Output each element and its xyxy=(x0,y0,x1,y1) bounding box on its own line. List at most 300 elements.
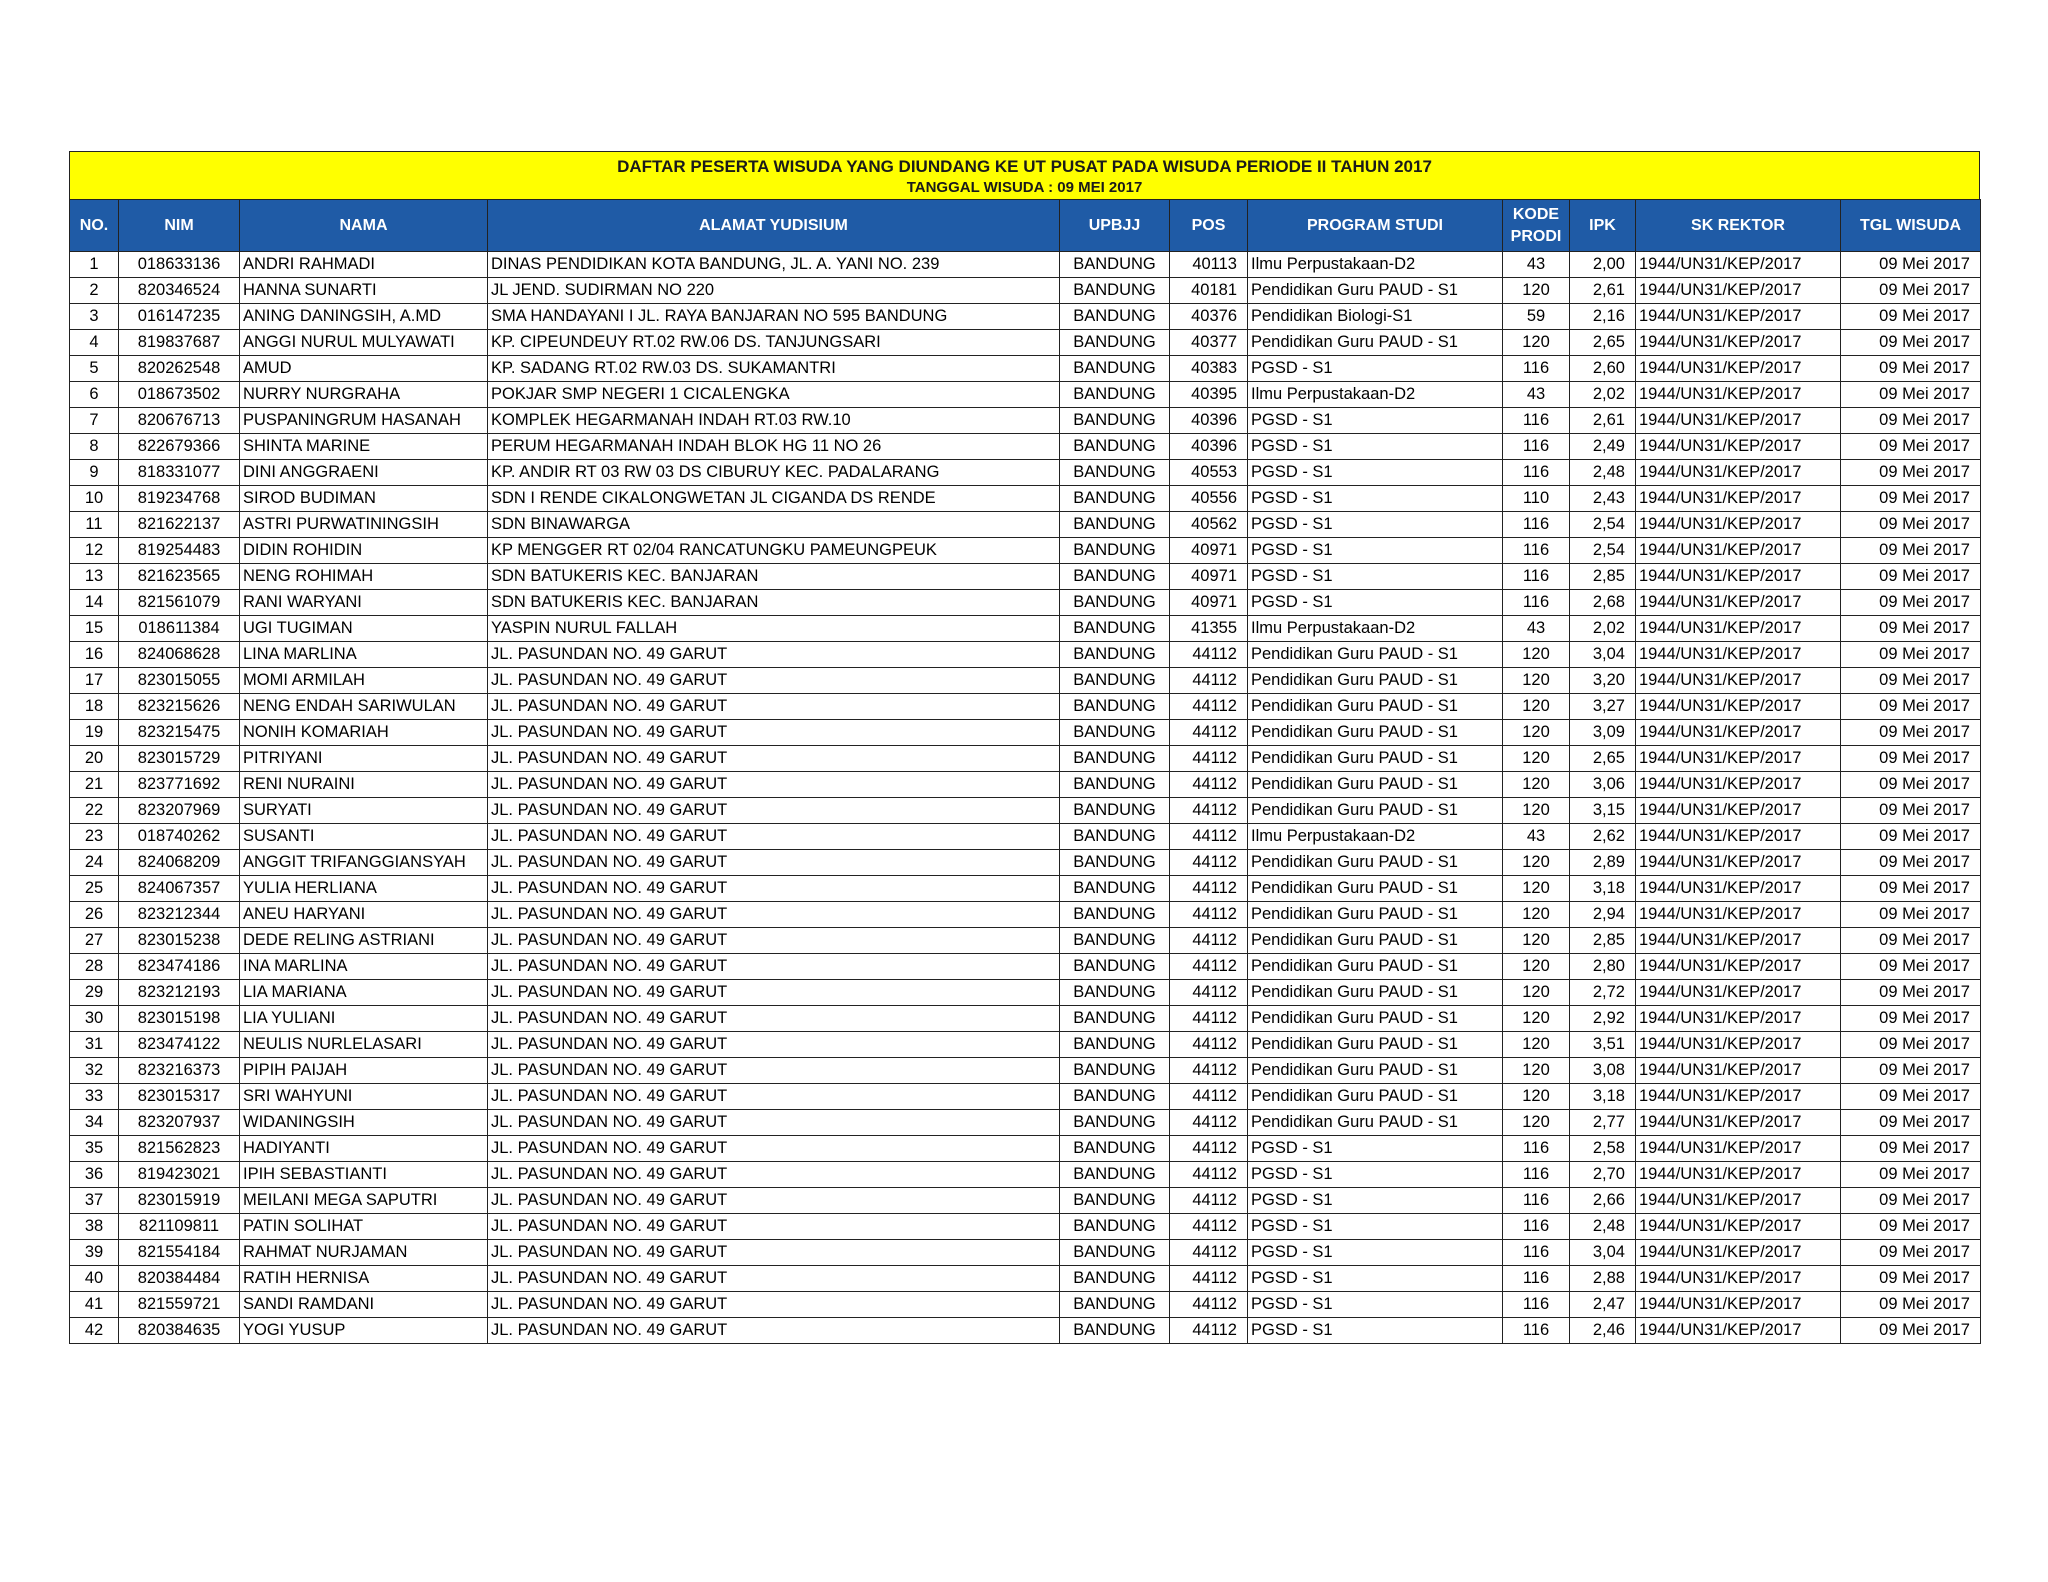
cell-program-studi: Pendidikan Guru PAUD - S1 xyxy=(1248,1084,1503,1110)
cell-nama: PITRIYANI xyxy=(240,746,488,772)
cell-alamat: PERUM HEGARMANAH INDAH BLOK HG 11 NO 26 xyxy=(488,434,1060,460)
cell-pos: 44112 xyxy=(1170,1032,1248,1058)
cell-upbjj: BANDUNG xyxy=(1060,928,1170,954)
cell-sk-rektor: 1944/UN31/KEP/2017 xyxy=(1636,1110,1841,1136)
cell-program-studi: Pendidikan Guru PAUD - S1 xyxy=(1248,694,1503,720)
cell-program-studi: PGSD - S1 xyxy=(1248,1214,1503,1240)
cell-no: 21 xyxy=(70,772,119,798)
cell-no: 32 xyxy=(70,1058,119,1084)
cell-tgl-wisuda: 09 Mei 2017 xyxy=(1841,902,1981,928)
cell-nim: 819234768 xyxy=(119,486,240,512)
cell-nim: 824067357 xyxy=(119,876,240,902)
cell-kode-prodi: 120 xyxy=(1503,980,1570,1006)
cell-ipk: 2,89 xyxy=(1570,850,1636,876)
table-row xyxy=(70,304,1981,330)
header-ipk: IPK xyxy=(1570,200,1636,252)
cell-program-studi: Pendidikan Guru PAUD - S1 xyxy=(1248,876,1503,902)
cell-no: 17 xyxy=(70,668,119,694)
table-row xyxy=(70,694,1981,720)
cell-alamat: JL. PASUNDAN NO. 49 GARUT xyxy=(488,1214,1060,1240)
cell-program-studi: Pendidikan Guru PAUD - S1 xyxy=(1248,330,1503,356)
cell-tgl-wisuda: 09 Mei 2017 xyxy=(1841,538,1981,564)
cell-upbjj: BANDUNG xyxy=(1060,382,1170,408)
cell-upbjj: BANDUNG xyxy=(1060,1266,1170,1292)
cell-alamat: JL. PASUNDAN NO. 49 GARUT xyxy=(488,1318,1060,1344)
table-row xyxy=(70,772,1981,798)
cell-nim: 823207969 xyxy=(119,798,240,824)
cell-kode-prodi: 116 xyxy=(1503,1318,1570,1344)
cell-pos: 40376 xyxy=(1170,304,1248,330)
cell-upbjj: BANDUNG xyxy=(1060,1214,1170,1240)
cell-no: 37 xyxy=(70,1188,119,1214)
cell-nama: ANGGI NURUL MULYAWATI xyxy=(240,330,488,356)
cell-pos: 44112 xyxy=(1170,1136,1248,1162)
cell-nama: MEILANI MEGA SAPUTRI xyxy=(240,1188,488,1214)
cell-sk-rektor: 1944/UN31/KEP/2017 xyxy=(1636,590,1841,616)
table-row xyxy=(70,460,1981,486)
cell-nama: ANEU HARYANI xyxy=(240,902,488,928)
cell-nama: LINA MARLINA xyxy=(240,642,488,668)
cell-alamat: JL. PASUNDAN NO. 49 GARUT xyxy=(488,902,1060,928)
cell-ipk: 2,02 xyxy=(1570,616,1636,642)
cell-no: 33 xyxy=(70,1084,119,1110)
cell-sk-rektor: 1944/UN31/KEP/2017 xyxy=(1636,928,1841,954)
cell-sk-rektor: 1944/UN31/KEP/2017 xyxy=(1636,876,1841,902)
cell-tgl-wisuda: 09 Mei 2017 xyxy=(1841,668,1981,694)
cell-ipk: 3,18 xyxy=(1570,876,1636,902)
cell-program-studi: Ilmu Perpustakaan-D2 xyxy=(1248,382,1503,408)
cell-kode-prodi: 120 xyxy=(1503,278,1570,304)
cell-program-studi: PGSD - S1 xyxy=(1248,1292,1503,1318)
cell-ipk: 2,66 xyxy=(1570,1188,1636,1214)
cell-ipk: 2,54 xyxy=(1570,538,1636,564)
table-row xyxy=(70,252,1981,278)
table-row xyxy=(70,876,1981,902)
cell-upbjj: BANDUNG xyxy=(1060,876,1170,902)
cell-tgl-wisuda: 09 Mei 2017 xyxy=(1841,1006,1981,1032)
cell-ipk: 2,46 xyxy=(1570,1318,1636,1344)
cell-kode-prodi: 120 xyxy=(1503,720,1570,746)
table-row xyxy=(70,1214,1981,1240)
cell-pos: 44112 xyxy=(1170,876,1248,902)
cell-pos: 44112 xyxy=(1170,1110,1248,1136)
cell-nama: YULIA HERLIANA xyxy=(240,876,488,902)
table-row xyxy=(70,1318,1981,1344)
cell-alamat: JL. PASUNDAN NO. 49 GARUT xyxy=(488,1136,1060,1162)
cell-program-studi: Pendidikan Guru PAUD - S1 xyxy=(1248,668,1503,694)
table-row xyxy=(70,408,1981,434)
cell-kode-prodi: 120 xyxy=(1503,330,1570,356)
cell-alamat: JL. PASUNDAN NO. 49 GARUT xyxy=(488,1162,1060,1188)
cell-nim: 823015198 xyxy=(119,1006,240,1032)
cell-no: 1 xyxy=(70,252,119,278)
cell-program-studi: PGSD - S1 xyxy=(1248,1240,1503,1266)
cell-nim: 823212193 xyxy=(119,980,240,1006)
cell-ipk: 2,92 xyxy=(1570,1006,1636,1032)
cell-program-studi: PGSD - S1 xyxy=(1248,460,1503,486)
cell-program-studi: Pendidikan Guru PAUD - S1 xyxy=(1248,746,1503,772)
cell-nama: NENG ROHIMAH xyxy=(240,564,488,590)
participants-table xyxy=(69,199,1981,1344)
cell-tgl-wisuda: 09 Mei 2017 xyxy=(1841,616,1981,642)
cell-program-studi: Ilmu Perpustakaan-D2 xyxy=(1248,252,1503,278)
cell-nim: 821622137 xyxy=(119,512,240,538)
cell-nim: 823216373 xyxy=(119,1058,240,1084)
cell-program-studi: PGSD - S1 xyxy=(1248,1162,1503,1188)
cell-no: 27 xyxy=(70,928,119,954)
cell-no: 24 xyxy=(70,850,119,876)
cell-nim: 819837687 xyxy=(119,330,240,356)
cell-sk-rektor: 1944/UN31/KEP/2017 xyxy=(1636,1188,1841,1214)
cell-nim: 820346524 xyxy=(119,278,240,304)
cell-nim: 820676713 xyxy=(119,408,240,434)
cell-pos: 44112 xyxy=(1170,1240,1248,1266)
cell-kode-prodi: 116 xyxy=(1503,1240,1570,1266)
cell-tgl-wisuda: 09 Mei 2017 xyxy=(1841,1188,1981,1214)
cell-nim: 823015919 xyxy=(119,1188,240,1214)
cell-ipk: 2,43 xyxy=(1570,486,1636,512)
cell-no: 12 xyxy=(70,538,119,564)
cell-nim: 823015055 xyxy=(119,668,240,694)
cell-nama: RENI NURAINI xyxy=(240,772,488,798)
cell-alamat: YASPIN NURUL FALLAH xyxy=(488,616,1060,642)
cell-upbjj: BANDUNG xyxy=(1060,1292,1170,1318)
cell-tgl-wisuda: 09 Mei 2017 xyxy=(1841,252,1981,278)
header-upbjj: UPBJJ xyxy=(1060,200,1170,252)
cell-nama: NURRY NURGRAHA xyxy=(240,382,488,408)
cell-nim: 821562823 xyxy=(119,1136,240,1162)
cell-alamat: KP. CIPEUNDEUY RT.02 RW.06 DS. TANJUNGSARI xyxy=(488,330,1060,356)
cell-no: 11 xyxy=(70,512,119,538)
cell-no: 7 xyxy=(70,408,119,434)
table-row xyxy=(70,798,1981,824)
cell-ipk: 2,49 xyxy=(1570,434,1636,460)
cell-sk-rektor: 1944/UN31/KEP/2017 xyxy=(1636,694,1841,720)
cell-ipk: 2,61 xyxy=(1570,278,1636,304)
cell-nama: HANNA SUNARTI xyxy=(240,278,488,304)
cell-ipk: 3,08 xyxy=(1570,1058,1636,1084)
cell-tgl-wisuda: 09 Mei 2017 xyxy=(1841,1214,1981,1240)
cell-tgl-wisuda: 09 Mei 2017 xyxy=(1841,408,1981,434)
cell-ipk: 2,94 xyxy=(1570,902,1636,928)
cell-tgl-wisuda: 09 Mei 2017 xyxy=(1841,1084,1981,1110)
header-kode-prodi: KODE PRODI xyxy=(1503,200,1570,252)
cell-kode-prodi: 120 xyxy=(1503,1032,1570,1058)
cell-nama: ASTRI PURWATININGSIH xyxy=(240,512,488,538)
cell-tgl-wisuda: 09 Mei 2017 xyxy=(1841,954,1981,980)
cell-ipk: 2,48 xyxy=(1570,460,1636,486)
cell-no: 14 xyxy=(70,590,119,616)
cell-upbjj: BANDUNG xyxy=(1060,642,1170,668)
table-row xyxy=(70,512,1981,538)
cell-no: 9 xyxy=(70,460,119,486)
cell-sk-rektor: 1944/UN31/KEP/2017 xyxy=(1636,330,1841,356)
table-row xyxy=(70,486,1981,512)
cell-kode-prodi: 116 xyxy=(1503,512,1570,538)
cell-tgl-wisuda: 09 Mei 2017 xyxy=(1841,694,1981,720)
cell-nim: 018673502 xyxy=(119,382,240,408)
cell-nama: SHINTA MARINE xyxy=(240,434,488,460)
cell-tgl-wisuda: 09 Mei 2017 xyxy=(1841,824,1981,850)
cell-program-studi: PGSD - S1 xyxy=(1248,538,1503,564)
cell-program-studi: Pendidikan Guru PAUD - S1 xyxy=(1248,772,1503,798)
cell-upbjj: BANDUNG xyxy=(1060,1084,1170,1110)
cell-alamat: KP. SADANG RT.02 RW.03 DS. SUKAMANTRI xyxy=(488,356,1060,382)
cell-upbjj: BANDUNG xyxy=(1060,486,1170,512)
cell-tgl-wisuda: 09 Mei 2017 xyxy=(1841,1292,1981,1318)
cell-alamat: JL. PASUNDAN NO. 49 GARUT xyxy=(488,642,1060,668)
cell-alamat: JL. PASUNDAN NO. 49 GARUT xyxy=(488,1266,1060,1292)
table-row xyxy=(70,902,1981,928)
cell-program-studi: PGSD - S1 xyxy=(1248,564,1503,590)
cell-nama: PATIN SOLIHAT xyxy=(240,1214,488,1240)
cell-pos: 44112 xyxy=(1170,1006,1248,1032)
cell-program-studi: Pendidikan Guru PAUD - S1 xyxy=(1248,1032,1503,1058)
cell-ipk: 2,62 xyxy=(1570,824,1636,850)
cell-no: 19 xyxy=(70,720,119,746)
cell-ipk: 2,00 xyxy=(1570,252,1636,278)
header-no: NO. xyxy=(70,200,119,252)
cell-pos: 40383 xyxy=(1170,356,1248,382)
header-sk-rektor: SK REKTOR xyxy=(1636,200,1841,252)
cell-upbjj: BANDUNG xyxy=(1060,1006,1170,1032)
cell-nama: WIDANINGSIH xyxy=(240,1110,488,1136)
cell-nim: 819423021 xyxy=(119,1162,240,1188)
header-tgl-wisuda: TGL WISUDA xyxy=(1841,200,1981,252)
cell-tgl-wisuda: 09 Mei 2017 xyxy=(1841,512,1981,538)
cell-no: 4 xyxy=(70,330,119,356)
cell-alamat: JL. PASUNDAN NO. 49 GARUT xyxy=(488,1292,1060,1318)
table-row xyxy=(70,1266,1981,1292)
cell-ipk: 2,48 xyxy=(1570,1214,1636,1240)
cell-ipk: 2,65 xyxy=(1570,330,1636,356)
table-row xyxy=(70,720,1981,746)
header-nama: NAMA xyxy=(240,200,488,252)
cell-kode-prodi: 116 xyxy=(1503,1214,1570,1240)
table-row xyxy=(70,928,1981,954)
cell-ipk: 2,02 xyxy=(1570,382,1636,408)
cell-pos: 40971 xyxy=(1170,564,1248,590)
cell-upbjj: BANDUNG xyxy=(1060,772,1170,798)
cell-upbjj: BANDUNG xyxy=(1060,1032,1170,1058)
cell-no: 5 xyxy=(70,356,119,382)
document-subtitle: TANGGAL WISUDA : 09 MEI 2017 xyxy=(906,179,1143,196)
cell-pos: 44112 xyxy=(1170,1162,1248,1188)
table-row xyxy=(70,538,1981,564)
cell-program-studi: Pendidikan Guru PAUD - S1 xyxy=(1248,954,1503,980)
cell-ipk: 2,58 xyxy=(1570,1136,1636,1162)
cell-nama: SRI WAHYUNI xyxy=(240,1084,488,1110)
cell-no: 41 xyxy=(70,1292,119,1318)
cell-tgl-wisuda: 09 Mei 2017 xyxy=(1841,928,1981,954)
cell-alamat: JL. PASUNDAN NO. 49 GARUT xyxy=(488,1058,1060,1084)
cell-ipk: 2,85 xyxy=(1570,564,1636,590)
cell-upbjj: BANDUNG xyxy=(1060,616,1170,642)
cell-program-studi: Ilmu Perpustakaan-D2 xyxy=(1248,824,1503,850)
table-row xyxy=(70,590,1981,616)
cell-nama: HADIYANTI xyxy=(240,1136,488,1162)
cell-program-studi: PGSD - S1 xyxy=(1248,356,1503,382)
cell-sk-rektor: 1944/UN31/KEP/2017 xyxy=(1636,642,1841,668)
cell-pos: 40377 xyxy=(1170,330,1248,356)
cell-upbjj: BANDUNG xyxy=(1060,356,1170,382)
cell-program-studi: Pendidikan Guru PAUD - S1 xyxy=(1248,1110,1503,1136)
cell-program-studi: Pendidikan Guru PAUD - S1 xyxy=(1248,1058,1503,1084)
cell-ipk: 3,27 xyxy=(1570,694,1636,720)
cell-pos: 44112 xyxy=(1170,902,1248,928)
cell-ipk: 3,15 xyxy=(1570,798,1636,824)
cell-sk-rektor: 1944/UN31/KEP/2017 xyxy=(1636,460,1841,486)
cell-program-studi: Pendidikan Guru PAUD - S1 xyxy=(1248,850,1503,876)
cell-tgl-wisuda: 09 Mei 2017 xyxy=(1841,642,1981,668)
cell-nama: UGI TUGIMAN xyxy=(240,616,488,642)
cell-alamat: SDN I RENDE CIKALONGWETAN JL CIGANDA DS RENDE xyxy=(488,486,1060,512)
cell-nim: 823015317 xyxy=(119,1084,240,1110)
table-row xyxy=(70,850,1981,876)
cell-kode-prodi: 116 xyxy=(1503,1188,1570,1214)
table-row xyxy=(70,356,1981,382)
cell-sk-rektor: 1944/UN31/KEP/2017 xyxy=(1636,1318,1841,1344)
cell-ipk: 2,77 xyxy=(1570,1110,1636,1136)
cell-sk-rektor: 1944/UN31/KEP/2017 xyxy=(1636,434,1841,460)
cell-nama: DIDIN ROHIDIN xyxy=(240,538,488,564)
cell-alamat: JL JEND. SUDIRMAN NO 220 xyxy=(488,278,1060,304)
cell-alamat: JL. PASUNDAN NO. 49 GARUT xyxy=(488,1006,1060,1032)
cell-kode-prodi: 120 xyxy=(1503,850,1570,876)
cell-program-studi: Pendidikan Biologi-S1 xyxy=(1248,304,1503,330)
table-row xyxy=(70,1188,1981,1214)
cell-sk-rektor: 1944/UN31/KEP/2017 xyxy=(1636,824,1841,850)
table-body xyxy=(70,252,1981,1344)
cell-upbjj: BANDUNG xyxy=(1060,1188,1170,1214)
cell-alamat: JL. PASUNDAN NO. 49 GARUT xyxy=(488,720,1060,746)
cell-nim: 823215626 xyxy=(119,694,240,720)
cell-nim: 823015729 xyxy=(119,746,240,772)
cell-upbjj: BANDUNG xyxy=(1060,1110,1170,1136)
cell-sk-rektor: 1944/UN31/KEP/2017 xyxy=(1636,746,1841,772)
cell-sk-rektor: 1944/UN31/KEP/2017 xyxy=(1636,278,1841,304)
cell-nim: 016147235 xyxy=(119,304,240,330)
cell-tgl-wisuda: 09 Mei 2017 xyxy=(1841,1318,1981,1344)
cell-upbjj: BANDUNG xyxy=(1060,512,1170,538)
cell-nim: 824068628 xyxy=(119,642,240,668)
cell-nim: 820384484 xyxy=(119,1266,240,1292)
cell-alamat: SDN BATUKERIS KEC. BANJARAN xyxy=(488,564,1060,590)
cell-pos: 44112 xyxy=(1170,1214,1248,1240)
cell-upbjj: BANDUNG xyxy=(1060,1058,1170,1084)
cell-sk-rektor: 1944/UN31/KEP/2017 xyxy=(1636,1006,1841,1032)
table-row xyxy=(70,1032,1981,1058)
cell-ipk: 2,61 xyxy=(1570,408,1636,434)
cell-tgl-wisuda: 09 Mei 2017 xyxy=(1841,1266,1981,1292)
cell-upbjj: BANDUNG xyxy=(1060,1136,1170,1162)
cell-no: 16 xyxy=(70,642,119,668)
cell-alamat: JL. PASUNDAN NO. 49 GARUT xyxy=(488,824,1060,850)
table-row xyxy=(70,1240,1981,1266)
cell-alamat: JL. PASUNDAN NO. 49 GARUT xyxy=(488,1110,1060,1136)
cell-pos: 44112 xyxy=(1170,772,1248,798)
cell-nama: IPIH SEBASTIANTI xyxy=(240,1162,488,1188)
cell-nama: SANDI RAMDANI xyxy=(240,1292,488,1318)
cell-pos: 44112 xyxy=(1170,928,1248,954)
graduation-list-sheet xyxy=(69,151,1980,1344)
cell-alamat: DINAS PENDIDIKAN KOTA BANDUNG, JL. A. YANI NO. 239 xyxy=(488,252,1060,278)
cell-upbjj: BANDUNG xyxy=(1060,954,1170,980)
cell-nama: ANING DANINGSIH, A.MD xyxy=(240,304,488,330)
cell-nama: NEULIS NURLELASARI xyxy=(240,1032,488,1058)
cell-sk-rektor: 1944/UN31/KEP/2017 xyxy=(1636,1058,1841,1084)
cell-nim: 018633136 xyxy=(119,252,240,278)
cell-pos: 44112 xyxy=(1170,824,1248,850)
cell-sk-rektor: 1944/UN31/KEP/2017 xyxy=(1636,850,1841,876)
table-row xyxy=(70,564,1981,590)
cell-kode-prodi: 116 xyxy=(1503,1266,1570,1292)
cell-ipk: 2,72 xyxy=(1570,980,1636,1006)
table-row xyxy=(70,1058,1981,1084)
cell-kode-prodi: 120 xyxy=(1503,876,1570,902)
cell-kode-prodi: 116 xyxy=(1503,1136,1570,1162)
header-program-studi: PROGRAM STUDI xyxy=(1248,200,1503,252)
cell-upbjj: BANDUNG xyxy=(1060,330,1170,356)
cell-sk-rektor: 1944/UN31/KEP/2017 xyxy=(1636,1240,1841,1266)
table-row xyxy=(70,668,1981,694)
cell-kode-prodi: 120 xyxy=(1503,746,1570,772)
cell-tgl-wisuda: 09 Mei 2017 xyxy=(1841,1162,1981,1188)
table-row xyxy=(70,616,1981,642)
cell-upbjj: BANDUNG xyxy=(1060,434,1170,460)
cell-pos: 44112 xyxy=(1170,798,1248,824)
cell-nama: INA MARLINA xyxy=(240,954,488,980)
cell-upbjj: BANDUNG xyxy=(1060,668,1170,694)
cell-no: 10 xyxy=(70,486,119,512)
cell-pos: 44112 xyxy=(1170,1292,1248,1318)
cell-kode-prodi: 43 xyxy=(1503,824,1570,850)
cell-pos: 44112 xyxy=(1170,746,1248,772)
cell-nim: 822679366 xyxy=(119,434,240,460)
table-row xyxy=(70,1162,1981,1188)
cell-no: 3 xyxy=(70,304,119,330)
cell-pos: 44112 xyxy=(1170,1058,1248,1084)
table-row xyxy=(70,1292,1981,1318)
cell-kode-prodi: 43 xyxy=(1503,382,1570,408)
cell-upbjj: BANDUNG xyxy=(1060,902,1170,928)
cell-program-studi: PGSD - S1 xyxy=(1248,1266,1503,1292)
cell-alamat: JL. PASUNDAN NO. 49 GARUT xyxy=(488,1188,1060,1214)
cell-tgl-wisuda: 09 Mei 2017 xyxy=(1841,278,1981,304)
cell-upbjj: BANDUNG xyxy=(1060,538,1170,564)
cell-pos: 44112 xyxy=(1170,850,1248,876)
cell-no: 8 xyxy=(70,434,119,460)
cell-no: 42 xyxy=(70,1318,119,1344)
cell-tgl-wisuda: 09 Mei 2017 xyxy=(1841,460,1981,486)
cell-tgl-wisuda: 09 Mei 2017 xyxy=(1841,746,1981,772)
cell-program-studi: Pendidikan Guru PAUD - S1 xyxy=(1248,278,1503,304)
cell-pos: 44112 xyxy=(1170,1084,1248,1110)
cell-tgl-wisuda: 09 Mei 2017 xyxy=(1841,356,1981,382)
cell-sk-rektor: 1944/UN31/KEP/2017 xyxy=(1636,512,1841,538)
cell-kode-prodi: 116 xyxy=(1503,1292,1570,1318)
cell-ipk: 2,88 xyxy=(1570,1266,1636,1292)
cell-sk-rektor: 1944/UN31/KEP/2017 xyxy=(1636,772,1841,798)
cell-kode-prodi: 116 xyxy=(1503,356,1570,382)
cell-ipk: 3,04 xyxy=(1570,1240,1636,1266)
cell-nama: ANDRI RAHMADI xyxy=(240,252,488,278)
cell-pos: 44112 xyxy=(1170,720,1248,746)
table-row xyxy=(70,278,1981,304)
cell-upbjj: BANDUNG xyxy=(1060,564,1170,590)
cell-sk-rektor: 1944/UN31/KEP/2017 xyxy=(1636,1136,1841,1162)
cell-kode-prodi: 120 xyxy=(1503,1006,1570,1032)
